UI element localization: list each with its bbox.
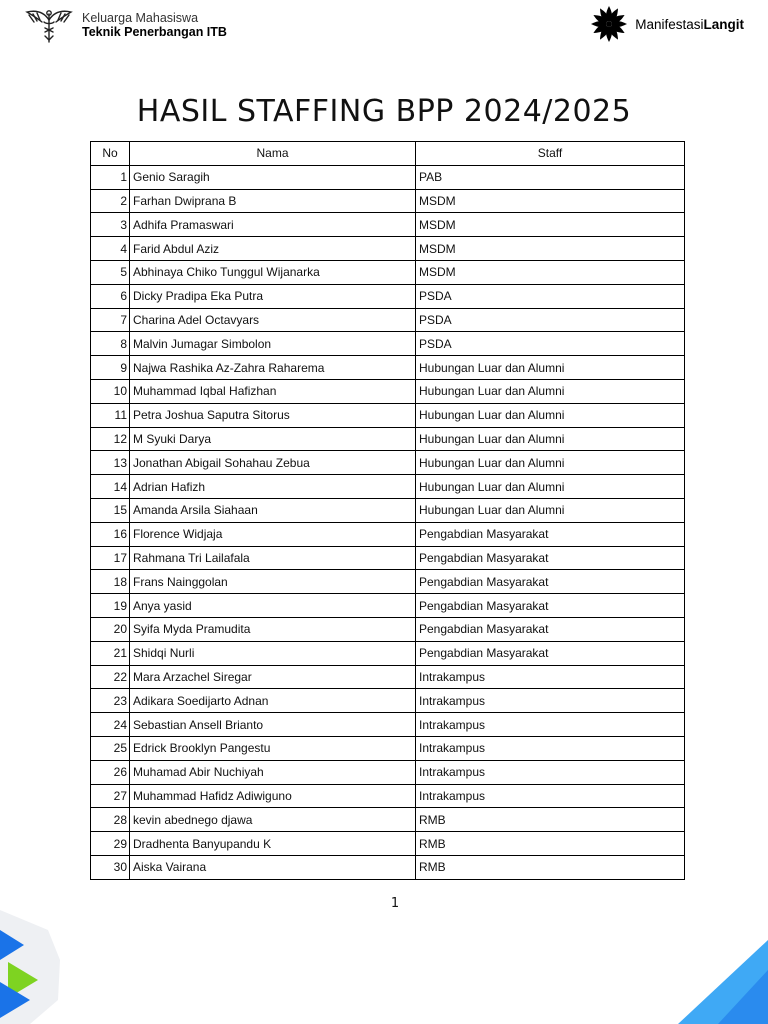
cell-staff: Hubungan Luar dan Alumni xyxy=(416,356,685,380)
table-row xyxy=(91,379,685,403)
cell-no: 4 xyxy=(91,237,130,261)
cell-no: 2 xyxy=(91,189,130,213)
cell-staff: PAB xyxy=(416,165,685,189)
cell-staff: Hubungan Luar dan Alumni xyxy=(416,379,685,403)
table-row xyxy=(91,784,685,808)
cell-staff: PSDA xyxy=(416,332,685,356)
table-row xyxy=(91,689,685,713)
cell-nama: Dicky Pradipa Eka Putra xyxy=(130,284,416,308)
cell-no: 9 xyxy=(91,356,130,380)
cell-staff: Intrakampus xyxy=(416,760,685,784)
table-row xyxy=(91,475,685,499)
cell-staff: Hubungan Luar dan Alumni xyxy=(416,403,685,427)
org-name-line2: Teknik Penerbangan ITB xyxy=(82,25,227,39)
cell-no: 22 xyxy=(91,665,130,689)
cell-staff: Intrakampus xyxy=(416,689,685,713)
cell-staff: MSDM xyxy=(416,213,685,237)
cell-no: 11 xyxy=(91,403,130,427)
cell-staff: Pengabdian Masyarakat xyxy=(416,641,685,665)
table-row xyxy=(91,855,685,879)
cell-staff: RMB xyxy=(416,808,685,832)
cell-staff: Hubungan Luar dan Alumni xyxy=(416,427,685,451)
cell-staff: RMB xyxy=(416,832,685,856)
cell-staff: Pengabdian Masyarakat xyxy=(416,546,685,570)
cell-nama: Muhammad Iqbal Hafizhan xyxy=(130,379,416,403)
decorative-corner-left xyxy=(0,900,70,1024)
table-row xyxy=(91,308,685,332)
cell-no: 26 xyxy=(91,760,130,784)
table-row xyxy=(91,760,685,784)
table-row xyxy=(91,641,685,665)
cell-nama: Florence Widjaja xyxy=(130,522,416,546)
cell-nama: Farid Abdul Aziz xyxy=(130,237,416,261)
staffing-table xyxy=(90,141,685,880)
cell-nama: Syifa Myda Pramudita xyxy=(130,617,416,641)
cell-no: 1 xyxy=(91,165,130,189)
table-row xyxy=(91,546,685,570)
table-row xyxy=(91,284,685,308)
cell-nama: Farhan Dwiprana B xyxy=(130,189,416,213)
column-header-no: No xyxy=(91,142,130,166)
cell-no: 10 xyxy=(91,379,130,403)
cell-nama: M Syuki Darya xyxy=(130,427,416,451)
cell-nama: kevin abednego djawa xyxy=(130,808,416,832)
cell-nama: Dradhenta Banyupandu K xyxy=(130,832,416,856)
table-row xyxy=(91,260,685,284)
cell-no: 29 xyxy=(91,832,130,856)
cell-nama: Rahmana Tri Lailafala xyxy=(130,546,416,570)
table-row xyxy=(91,594,685,618)
cell-nama: Petra Joshua Saputra Sitorus xyxy=(130,403,416,427)
org-name-line1: Keluarga Mahasiswa xyxy=(82,11,199,25)
cell-nama: Muhammad Hafidz Adiwiguno xyxy=(130,784,416,808)
cell-no: 7 xyxy=(91,308,130,332)
cell-nama: Sebastian Ansell Brianto xyxy=(130,713,416,737)
cell-staff: Intrakampus xyxy=(416,713,685,737)
cell-nama: Shidqi Nurli xyxy=(130,641,416,665)
column-header-nama: Nama xyxy=(130,142,416,166)
cell-staff: Pengabdian Masyarakat xyxy=(416,617,685,641)
cell-staff: PSDA xyxy=(416,308,685,332)
cell-nama: Aiska Vairana xyxy=(130,855,416,879)
cell-staff: Intrakampus xyxy=(416,736,685,760)
cell-nama: Adikara Soedijarto Adnan xyxy=(130,689,416,713)
cell-nama: Frans Nainggolan xyxy=(130,570,416,594)
cell-no: 16 xyxy=(91,522,130,546)
table-body xyxy=(91,165,685,879)
sunburst-logo-icon xyxy=(589,4,629,44)
cell-no: 17 xyxy=(91,546,130,570)
cell-nama: Genio Saragih xyxy=(130,165,416,189)
cell-no: 24 xyxy=(91,713,130,737)
table-row xyxy=(91,165,685,189)
cell-no: 20 xyxy=(91,617,130,641)
table-header-row xyxy=(91,142,685,166)
cell-no: 30 xyxy=(91,855,130,879)
cell-staff: RMB xyxy=(416,855,685,879)
cell-nama: Charina Adel Octavyars xyxy=(130,308,416,332)
cell-no: 25 xyxy=(91,736,130,760)
cell-nama: Mara Arzachel Siregar xyxy=(130,665,416,689)
decorative-corner-right xyxy=(678,940,768,1024)
cell-no: 27 xyxy=(91,784,130,808)
cell-no: 15 xyxy=(91,498,130,522)
table-row xyxy=(91,522,685,546)
table-row xyxy=(91,403,685,427)
cell-staff: Pengabdian Masyarakat xyxy=(416,594,685,618)
cell-no: 5 xyxy=(91,260,130,284)
cell-nama: Malvin Jumagar Simbolon xyxy=(130,332,416,356)
table-row xyxy=(91,832,685,856)
cell-staff: Pengabdian Masyarakat xyxy=(416,570,685,594)
cell-nama: Najwa Rashika Az-Zahra Raharema xyxy=(130,356,416,380)
table-row xyxy=(91,665,685,689)
cell-no: 18 xyxy=(91,570,130,594)
cell-nama: Adhifa Pramaswari xyxy=(130,213,416,237)
table-row xyxy=(91,332,685,356)
org-logo xyxy=(24,6,227,44)
cell-no: 6 xyxy=(91,284,130,308)
brand-name-part1: Manifestasi xyxy=(635,16,704,32)
cell-nama: Amanda Arsila Siahaan xyxy=(130,498,416,522)
brand-name-part2: Langit xyxy=(703,16,744,32)
cell-staff: Hubungan Luar dan Alumni xyxy=(416,475,685,499)
cell-no: 21 xyxy=(91,641,130,665)
cell-no: 12 xyxy=(91,427,130,451)
table-row xyxy=(91,617,685,641)
cell-no: 13 xyxy=(91,451,130,475)
cell-staff: Hubungan Luar dan Alumni xyxy=(416,451,685,475)
page-number: 1 xyxy=(390,896,400,911)
brand-name xyxy=(635,17,744,32)
table-row xyxy=(91,451,685,475)
table-row xyxy=(91,189,685,213)
page-title: HASIL STAFFING BPP 2024/2025 xyxy=(136,94,632,129)
table-row xyxy=(91,356,685,380)
cell-no: 28 xyxy=(91,808,130,832)
cell-no: 8 xyxy=(91,332,130,356)
table-row xyxy=(91,498,685,522)
cell-no: 23 xyxy=(91,689,130,713)
table-row xyxy=(91,570,685,594)
cell-no: 3 xyxy=(91,213,130,237)
cell-staff: PSDA xyxy=(416,284,685,308)
cell-staff: Pengabdian Masyarakat xyxy=(416,522,685,546)
table-row xyxy=(91,237,685,261)
cell-staff: MSDM xyxy=(416,189,685,213)
cell-staff: MSDM xyxy=(416,237,685,261)
cell-nama: Abhinaya Chiko Tunggul Wijanarka xyxy=(130,260,416,284)
table-row xyxy=(91,213,685,237)
brand-logo xyxy=(589,4,744,44)
cell-nama: Muhamad Abir Nuchiyah xyxy=(130,760,416,784)
cell-no: 19 xyxy=(91,594,130,618)
cell-nama: Adrian Hafizh xyxy=(130,475,416,499)
aerospace-wings-logo-icon xyxy=(24,6,74,44)
cell-no: 14 xyxy=(91,475,130,499)
cell-staff: Intrakampus xyxy=(416,665,685,689)
cell-nama: Edrick Brooklyn Pangestu xyxy=(130,736,416,760)
cell-staff: Intrakampus xyxy=(416,784,685,808)
cell-staff: Hubungan Luar dan Alumni xyxy=(416,498,685,522)
cell-nama: Jonathan Abigail Sohahau Zebua xyxy=(130,451,416,475)
column-header-staff: Staff xyxy=(416,142,685,166)
table-row xyxy=(91,808,685,832)
table-row xyxy=(91,736,685,760)
cell-nama: Anya yasid xyxy=(130,594,416,618)
table-row xyxy=(91,713,685,737)
cell-staff: MSDM xyxy=(416,260,685,284)
table-row xyxy=(91,427,685,451)
